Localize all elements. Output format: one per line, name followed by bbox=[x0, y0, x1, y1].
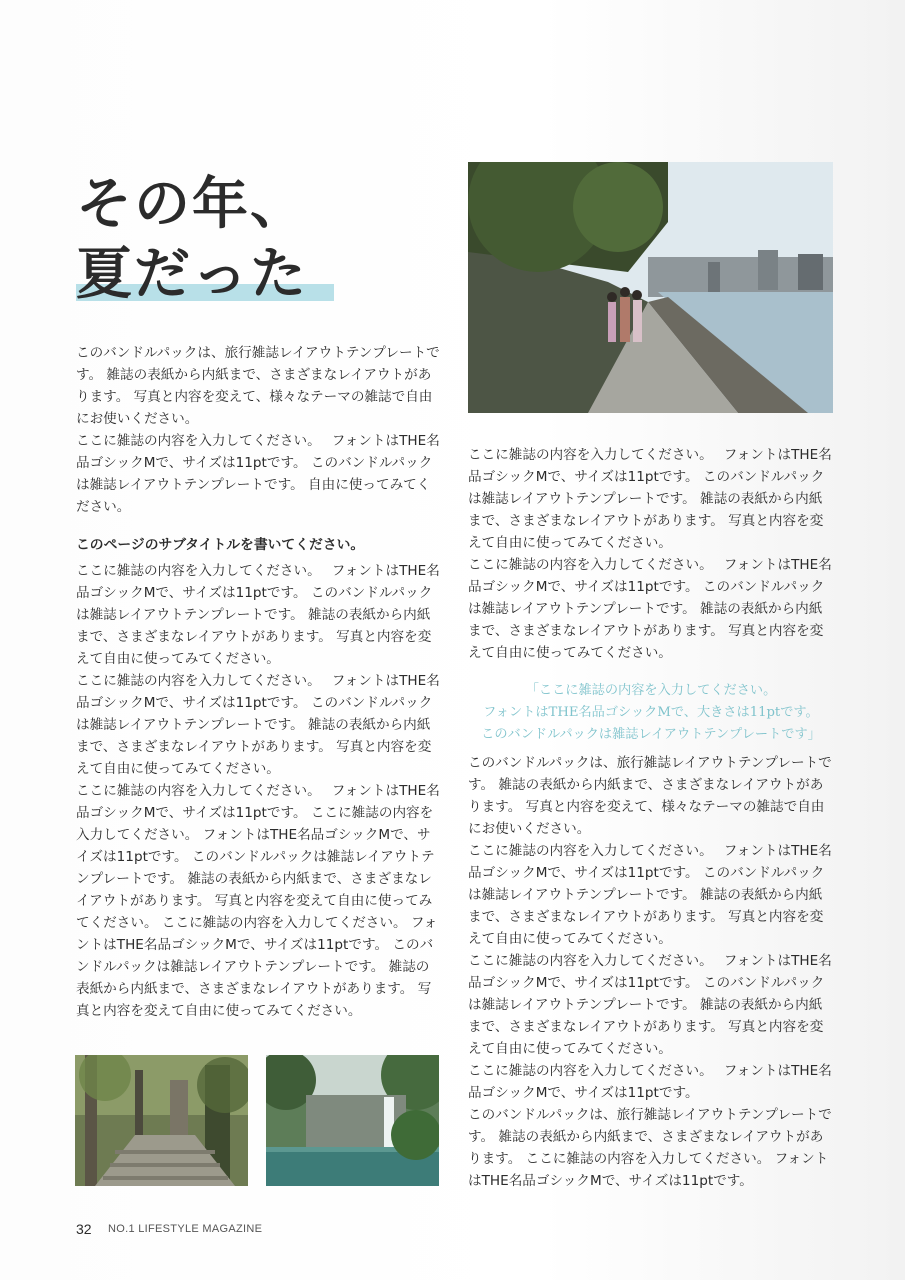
riverside-walk-photo bbox=[468, 162, 833, 413]
left-body-paragraph-3: ここに雑誌の内容を入力してください。 フォントはTHE名品ゴシックMで、サイズは11ptです。 ここに雑誌の内容を入力してください。 フォントはTHE名品ゴシックMで、サイズは11ptです。 このバンドルパックは雑誌レイアウトテンプレートです。 雑誌の表紙から内紙まで、さまざまなレイアウトがあります。 写真と内容を変えて自由に使ってみてください。 ここに雑誌の内容を入力してください。 フォントはTHE名品ゴシックMで、サイズは11ptです。 このバンドルパックは雑誌レイアウトテンプレートです。 雑誌の表紙から内紙まで、さまざまなレイアウトがあります。 写真と内容を変えて自由に使ってみてください。 bbox=[76, 783, 440, 1019]
right-bottom-paragraph-2: ここに雑誌の内容を入力してください。 フォントはTHE名品ゴシックMで、サイズは11ptです。 このバンドルパックは雑誌レイアウトテンプレートです。 雑誌の表紙から内紙まで、さまざまなレイアウトがあります。 写真と内容を変えて自由に使ってみてください。 bbox=[468, 843, 832, 947]
right-bottom-paragraph-3: ここに雑誌の内容を入力してください。 フォントはTHE名品ゴシックMで、サイズは11ptです。 このバンドルパックは雑誌レイアウトテンプレートです。 雑誌の表紙から内紙まで、さまざまなレイアウトがあります。 写真と内容を変えて自由に使ってみてください。 bbox=[468, 953, 832, 1057]
pull-quote-line-1: 「ここに雑誌の内容を入力してください。 bbox=[525, 683, 777, 698]
section-subtitle: このページのサブタイトルを書いてください。 bbox=[76, 537, 365, 553]
right-bottom-paragraph-5: このバンドルパックは、旅行雑誌レイアウトテンプレートです。 雑誌の表紙から内紙まで、さまざまなレイアウトがあります。 ここに雑誌の内容を入力してください。 フォントはTHE名品ゴシックMで、サイズは11ptです。 bbox=[468, 1107, 832, 1189]
magazine-name: NO.1 LIFESTYLE MAGAZINE bbox=[108, 1223, 263, 1235]
title-line-1: その年、 bbox=[76, 172, 308, 237]
right-top-text bbox=[468, 444, 834, 664]
pull-quote-line-3: このバンドルパックは雑誌レイアウトテンプレートです」 bbox=[481, 727, 821, 742]
page-title bbox=[76, 170, 376, 310]
pull-quote-line-2: フォントはTHE名品ゴシックMで、大きさは11ptです。 bbox=[483, 705, 819, 720]
right-bottom-paragraph-4: ここに雑誌の内容を入力してください。 フォントはTHE名品ゴシックMで、サイズは11ptです。 bbox=[468, 1063, 832, 1101]
waterfall-photo bbox=[266, 1055, 439, 1186]
right-top-paragraph-1: ここに雑誌の内容を入力してください。 フォントはTHE名品ゴシックMで、サイズは11ptです。 このバンドルパックは雑誌レイアウトテンプレートです。 雑誌の表紙から内紙まで、さまざまなレイアウトがあります。 写真と内容を変えて自由に使ってみてください。 bbox=[468, 447, 832, 551]
right-bottom-text bbox=[468, 752, 834, 1192]
left-intro-paragraph-2: ここに雑誌の内容を入力してください。 フォントはTHE名品ゴシックMで、サイズは11ptです。 このバンドルパックは雑誌レイアウトテンプレートです。 自由に使ってみてください。 bbox=[76, 433, 440, 515]
left-subtitle-block bbox=[76, 534, 441, 556]
left-intro bbox=[76, 342, 441, 518]
left-body bbox=[76, 560, 441, 1022]
left-body-paragraph-2: ここに雑誌の内容を入力してください。 フォントはTHE名品ゴシックMで、サイズは11ptです。 このバンドルパックは雑誌レイアウトテンプレートです。 雑誌の表紙から内紙まで、さまざまなレイアウトがあります。 写真と内容を変えて自由に使ってみてください。 bbox=[76, 673, 440, 777]
pull-quote bbox=[455, 680, 847, 746]
right-bottom-paragraph-1: このバンドルパックは、旅行雑誌レイアウトテンプレートです。 雑誌の表紙から内紙まで、さまざまなレイアウトがあります。 写真と内容を変えて、様々なテーマの雑誌で自由にお使いください。 bbox=[468, 755, 832, 837]
left-intro-paragraph-1: このバンドルパックは、旅行雑誌レイアウトテンプレートです。 雑誌の表紙から内紙まで、さまざまなレイアウトがあります。 写真と内容を変えて、様々なテーマの雑誌で自由にお使いください。 bbox=[76, 345, 440, 427]
page-number: 32 bbox=[76, 1221, 92, 1237]
forest-stairs-photo bbox=[75, 1055, 248, 1186]
right-top-paragraph-2: ここに雑誌の内容を入力してください。 フォントはTHE名品ゴシックMで、サイズは11ptです。 このバンドルパックは雑誌レイアウトテンプレートです。 雑誌の表紙から内紙まで、さまざまなレイアウトがあります。 写真と内容を変えて自由に使ってみてください。 bbox=[468, 557, 832, 661]
title-line-2: 夏だった bbox=[76, 242, 308, 307]
left-body-paragraph-1: ここに雑誌の内容を入力してください。 フォントはTHE名品ゴシックMで、サイズは11ptです。 このバンドルパックは雑誌レイアウトテンプレートです。 雑誌の表紙から内紙まで、さまざまなレイアウトがあります。 写真と内容を変えて自由に使ってみてください。 bbox=[76, 563, 440, 667]
